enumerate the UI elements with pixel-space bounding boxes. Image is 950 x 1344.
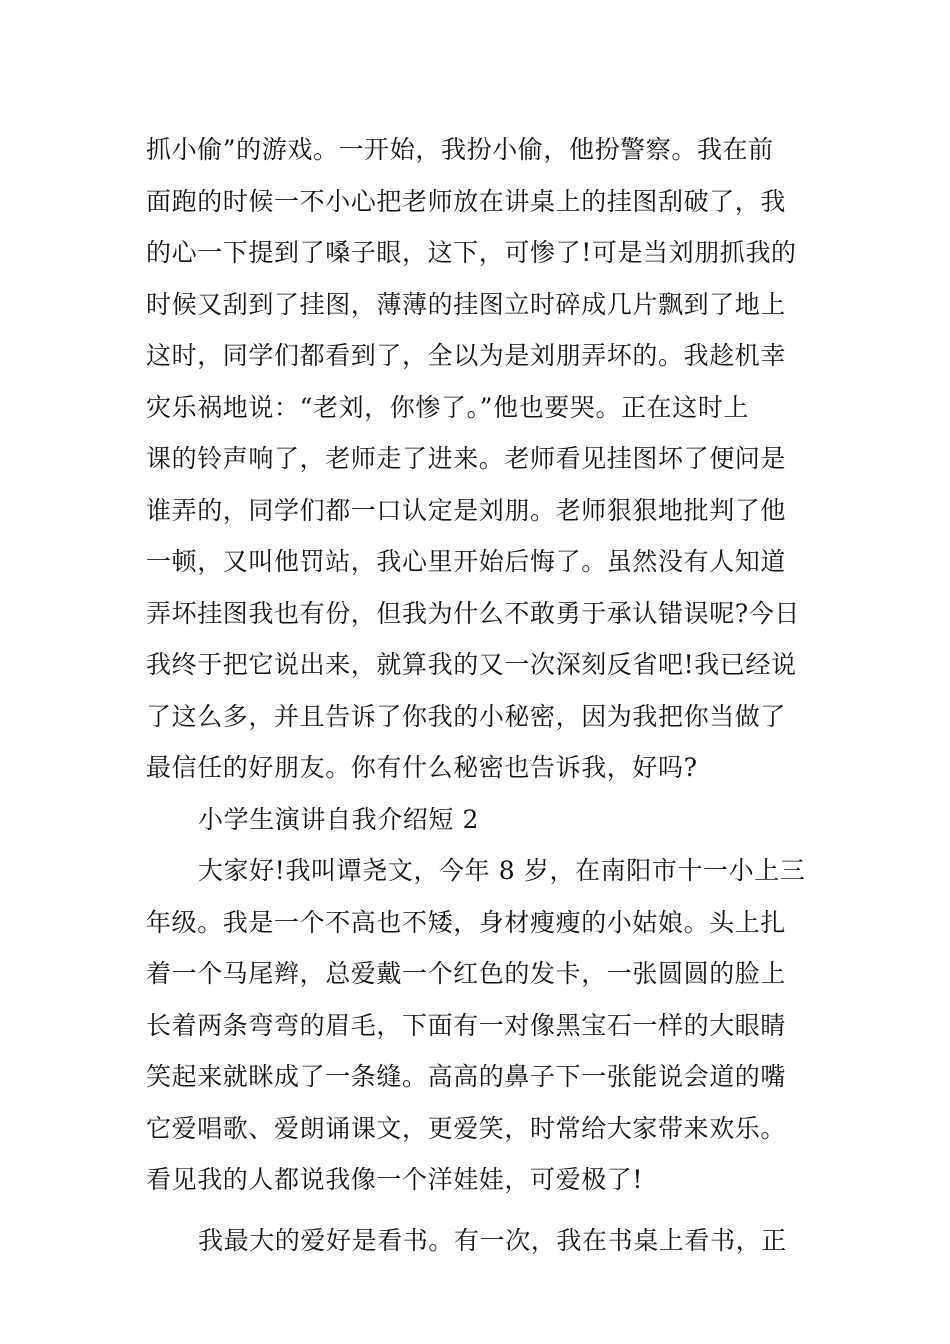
paragraph-3 (146, 1215, 808, 1267)
text-line: 最信任的好朋友。你有什么秘密也告诉我，好吗? (146, 753, 698, 782)
text-line: 时候又刮到了挂图，薄薄的挂图立时碎成几片飘到了地上 (146, 289, 787, 319)
text-line: 这时，同学们都看到了，全以为是刘朋弄坏的。我趁机幸 (146, 341, 787, 370)
paragraph-2 (146, 845, 808, 1206)
text-line: 我终于把它说出来，就算我的又一次深刻反省吧!我已经说 (146, 650, 797, 679)
text-line: 大家好!我叫谭尧文，今年 8 岁，在南阳市十一小上三 (198, 856, 806, 885)
text-line: 长着两条弯弯的眉毛，下面有一对像黑宝石一样的大眼睛 (146, 1010, 787, 1040)
text-line: 课的铃声响了，老师走了进来。老师看见挂图坏了便问是 (146, 444, 787, 473)
text-line: 了这么多，并且告诉了你我的小秘密，因为我把你当做了 (146, 701, 787, 731)
text-line: 着一个马尾辫，总爱戴一个红色的发卡，一张圆圆的脸上 (146, 959, 787, 988)
paragraph-1 (146, 124, 808, 794)
text-line: 弄坏挂图我也有份，但我为什么不敢勇于承认错误呢?今日 (146, 598, 801, 628)
document-page (146, 124, 808, 1266)
text-line: 看见我的人都说我像一个洋娃娃，可爱极了! (146, 1165, 644, 1194)
text-line: 一顿，又叫他罚站，我心里开始后悔了。虽然没有人知道 (146, 547, 787, 576)
text-line: 的心一下提到了嗓子眼，这下，可惨了!可是当刘朋抓我的 (146, 238, 797, 267)
text-line: 笑起来就眯成了一条缝。高高的鼻子下一张能说会道的嘴 (146, 1062, 787, 1091)
text-line: 面跑的时候一不小心把老师放在讲桌上的挂图刮破了，我 (146, 186, 787, 216)
text-line: 灾乐祸地说：“老刘，你惨了。”他也要哭。正在这时上 (146, 392, 750, 422)
section-heading: 小学生演讲自我介绍短 2 (198, 804, 480, 834)
text-line: 谁弄的，同学们都一口认定是刘朋。老师狠狠地批判了他 (146, 495, 787, 525)
text-line: 它爱唱歌、爱朗诵课文，更爱笑，时常给大家带来欢乐。 (146, 1113, 787, 1143)
paragraph-spacer (146, 1206, 808, 1215)
text-line: 年级。我是一个不高也不矮，身材瘦瘦的小姑娘。头上扎 (146, 907, 787, 937)
text-line: 抓小偷”的游戏。一开始，我扮小偷，他扮警察。我在前 (146, 135, 774, 164)
text-line: 我最大的爱好是看书。有一次，我在书桌上看书，正 (198, 1225, 787, 1255)
